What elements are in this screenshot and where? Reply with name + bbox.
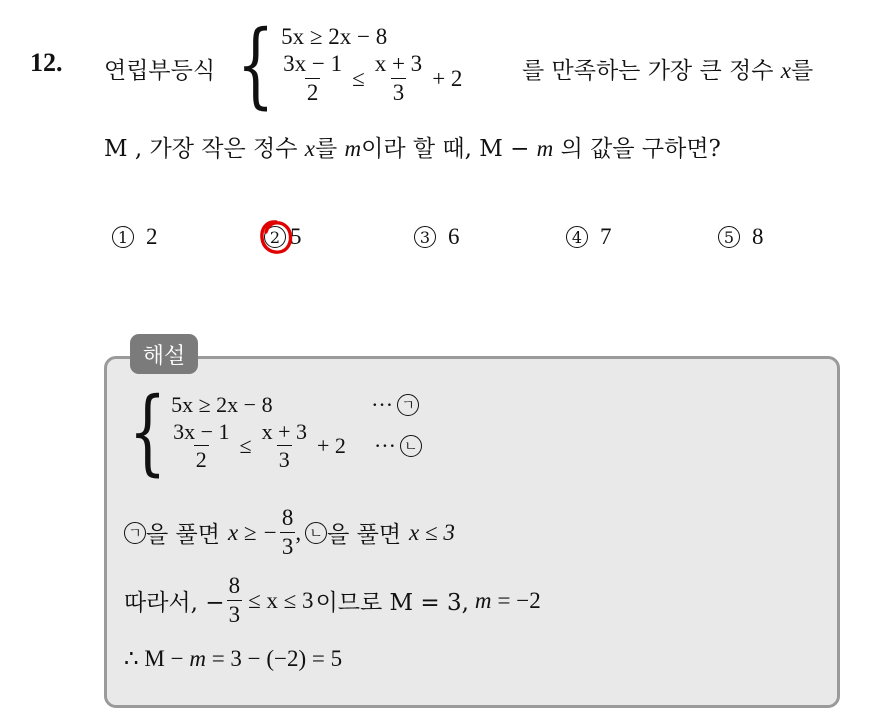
choice-4[interactable]: 4 7 bbox=[566, 224, 612, 250]
solution-line5: ∴ M − m = 3 − (−2) = 5 bbox=[124, 646, 343, 671]
selected-circle-icon bbox=[258, 218, 294, 256]
solution-line4: 따라서, − $\frac{8}{3}$ ≤ x ≤ 3 이므로 M = 3, m = −2 bbox=[124, 573, 541, 628]
choice-5[interactable]: 5 8 bbox=[718, 224, 764, 250]
inequality-1: 5x ≥ 2x − 8 bbox=[281, 24, 388, 49]
problem-number: 12. bbox=[30, 48, 63, 77]
choice-3[interactable]: 3 6 bbox=[414, 224, 460, 250]
inequality-2: $\frac{3x - 1}{2}$ ≤ $\frac{x + 3}{3}$ + 2 bbox=[283, 51, 463, 106]
solution-tag: 해설 bbox=[130, 334, 198, 374]
solution-ineq-2: $\frac{3x - 1}{2}$ ≤ $\frac{x + 3}{3}$ + 2 ··· ㄴ bbox=[171, 420, 422, 471]
solution-ineq-1: 5x ≥ 2x − 8 ··· ㄱ bbox=[171, 392, 422, 418]
problem-line1-tail: 를 만족하는 가장 큰 정수 x를 bbox=[522, 58, 814, 84]
choice-1[interactable]: 1 2 bbox=[112, 224, 158, 250]
solution-line3: ㄱ 을 풀면 x ≥ − $\frac{8}{3}$ , ㄴ 을 풀면 x ≤ 3 bbox=[124, 506, 455, 559]
choice-2[interactable]: 2 5 bbox=[264, 224, 302, 250]
solution-system bbox=[124, 377, 422, 486]
inequality-system bbox=[232, 10, 463, 119]
problem-intro: 연립부등식 bbox=[104, 58, 216, 84]
brace-icon: { bbox=[236, 10, 275, 119]
problem-line2: M , 가장 작은 정수 x를 m이라 할 때, M − m 의 값을 구하면? bbox=[104, 136, 721, 162]
brace-icon: { bbox=[128, 377, 167, 486]
